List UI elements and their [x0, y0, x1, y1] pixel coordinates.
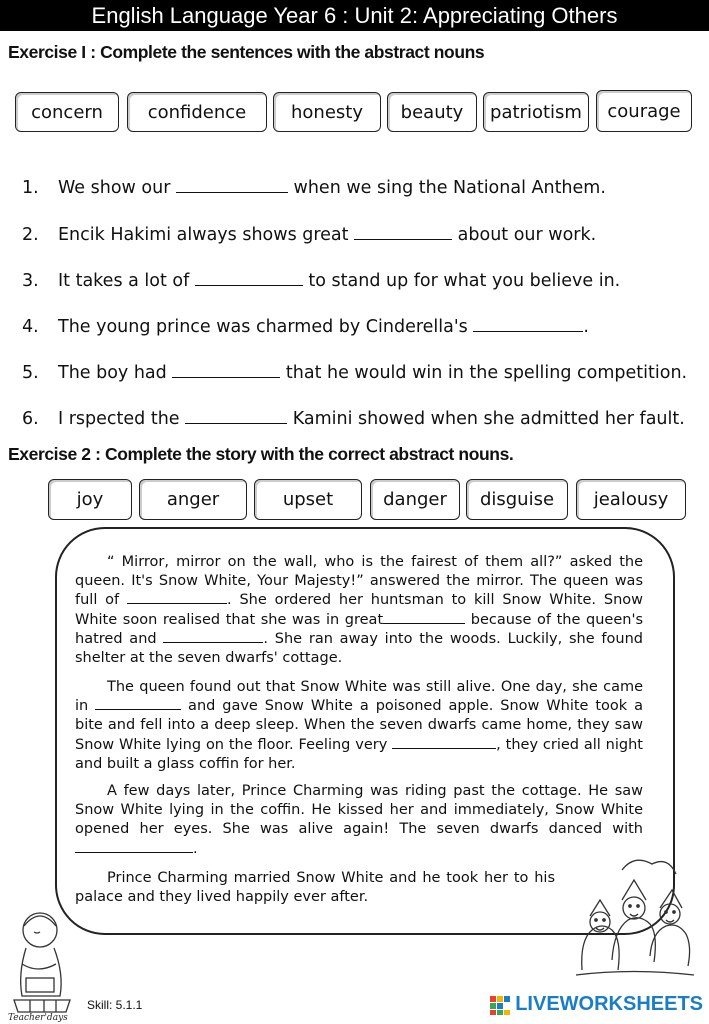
question-4: 4. The young prince was charmed by Cinderella's .	[22, 317, 589, 337]
question-2: 2. Encik Hakimi always shows great about our work.	[22, 225, 597, 245]
word-box-honesty: honesty	[273, 92, 381, 132]
header-title: English Language Year 6 : Unit 2: Appreciating Others	[91, 3, 618, 28]
story-blank-6[interactable]	[75, 840, 193, 853]
word-box-beauty: beauty	[387, 92, 477, 132]
question-6: 6. I rspected the Kamini showed when she admitted her fault.	[22, 409, 685, 429]
story-blank-2[interactable]	[383, 611, 465, 624]
story-blank-1[interactable]	[127, 591, 227, 604]
story-blank-4[interactable]	[95, 697, 181, 710]
answer-blank-2[interactable]	[354, 224, 452, 240]
story-paragraph-1: “ Mirror, mirror on the wall, who is the fairest of them all?” asked the queen. It's Snow White, Your Majesty!” answered the mirror. The queen was full of . She ordered her huntsman to kill Snow White. Snow White soon realised that she was in great because of the queen's hatred and . She ran away into the woods. Luckily, she found shelter at the seven dwarfs' cottage.	[75, 554, 643, 667]
answer-blank-5[interactable]	[172, 362, 280, 378]
child-illustration	[4, 904, 80, 1022]
story-blank-5[interactable]	[392, 736, 496, 749]
teacher-signature: Teacher'days	[8, 1013, 68, 1022]
word-box-patriotism: patriotism	[483, 92, 589, 132]
word-box-confidence: confidence	[127, 92, 267, 132]
word-box-disguise: disguise	[466, 479, 568, 520]
word-box-joy: joy	[48, 479, 132, 520]
skill-code: Skill: 5.1.1	[87, 998, 143, 1012]
exercise1-title: Exercise I : Complete the sentences with the abstract nouns	[8, 42, 485, 62]
exercise2-title: Exercise 2 : Complete the story with the correct abstract nouns.	[8, 444, 514, 464]
question-1: 1. We show our when we sing the National Anthem.	[22, 178, 606, 198]
worksheet-header	[0, 0, 709, 31]
word-box-danger: danger	[370, 479, 460, 520]
story-blank-3[interactable]	[163, 630, 263, 643]
word-box-upset: upset	[254, 479, 362, 520]
question-5: 5. The boy had that he would win in the spelling competition.	[22, 363, 688, 383]
story-paragraph-2: The queen found out that Snow White was still alive. One day, she came in and gave Snow White a poisoned apple. Snow White took a bite and fell into a deep sleep. When the seven dwarfs came home, they saw Snow White lying on the floor. Feeling very , they cried all night and built a glass coffin for her.	[75, 679, 644, 772]
answer-blank-6[interactable]	[185, 408, 287, 424]
story-paragraph-4: Prince Charming married Snow White and he took her to his palace and they lived happily ever after.	[75, 870, 555, 906]
liveworksheets-logo: LIVEWORKSHEETS	[489, 993, 703, 1016]
answer-blank-3[interactable]	[195, 270, 303, 286]
answer-blank-4[interactable]	[473, 316, 583, 332]
word-box-anger: anger	[139, 479, 247, 520]
word-box-courage: courage	[596, 90, 692, 132]
liveworksheets-icon	[489, 994, 511, 1016]
dwarfs-illustration	[572, 850, 698, 980]
story-paragraph-3: A few days later, Prince Charming was riding past the cottage. He saw Snow White lying in the coffin. He kissed her and immediately, Snow White opened her eyes. She was alive again! The seven dwarfs danced with .	[75, 783, 643, 857]
word-box-concern: concern	[15, 92, 119, 132]
answer-blank-1[interactable]	[176, 177, 288, 193]
word-box-jealousy: jealousy	[576, 479, 686, 520]
question-3: 3. It takes a lot of to stand up for what you believe in.	[22, 271, 621, 291]
